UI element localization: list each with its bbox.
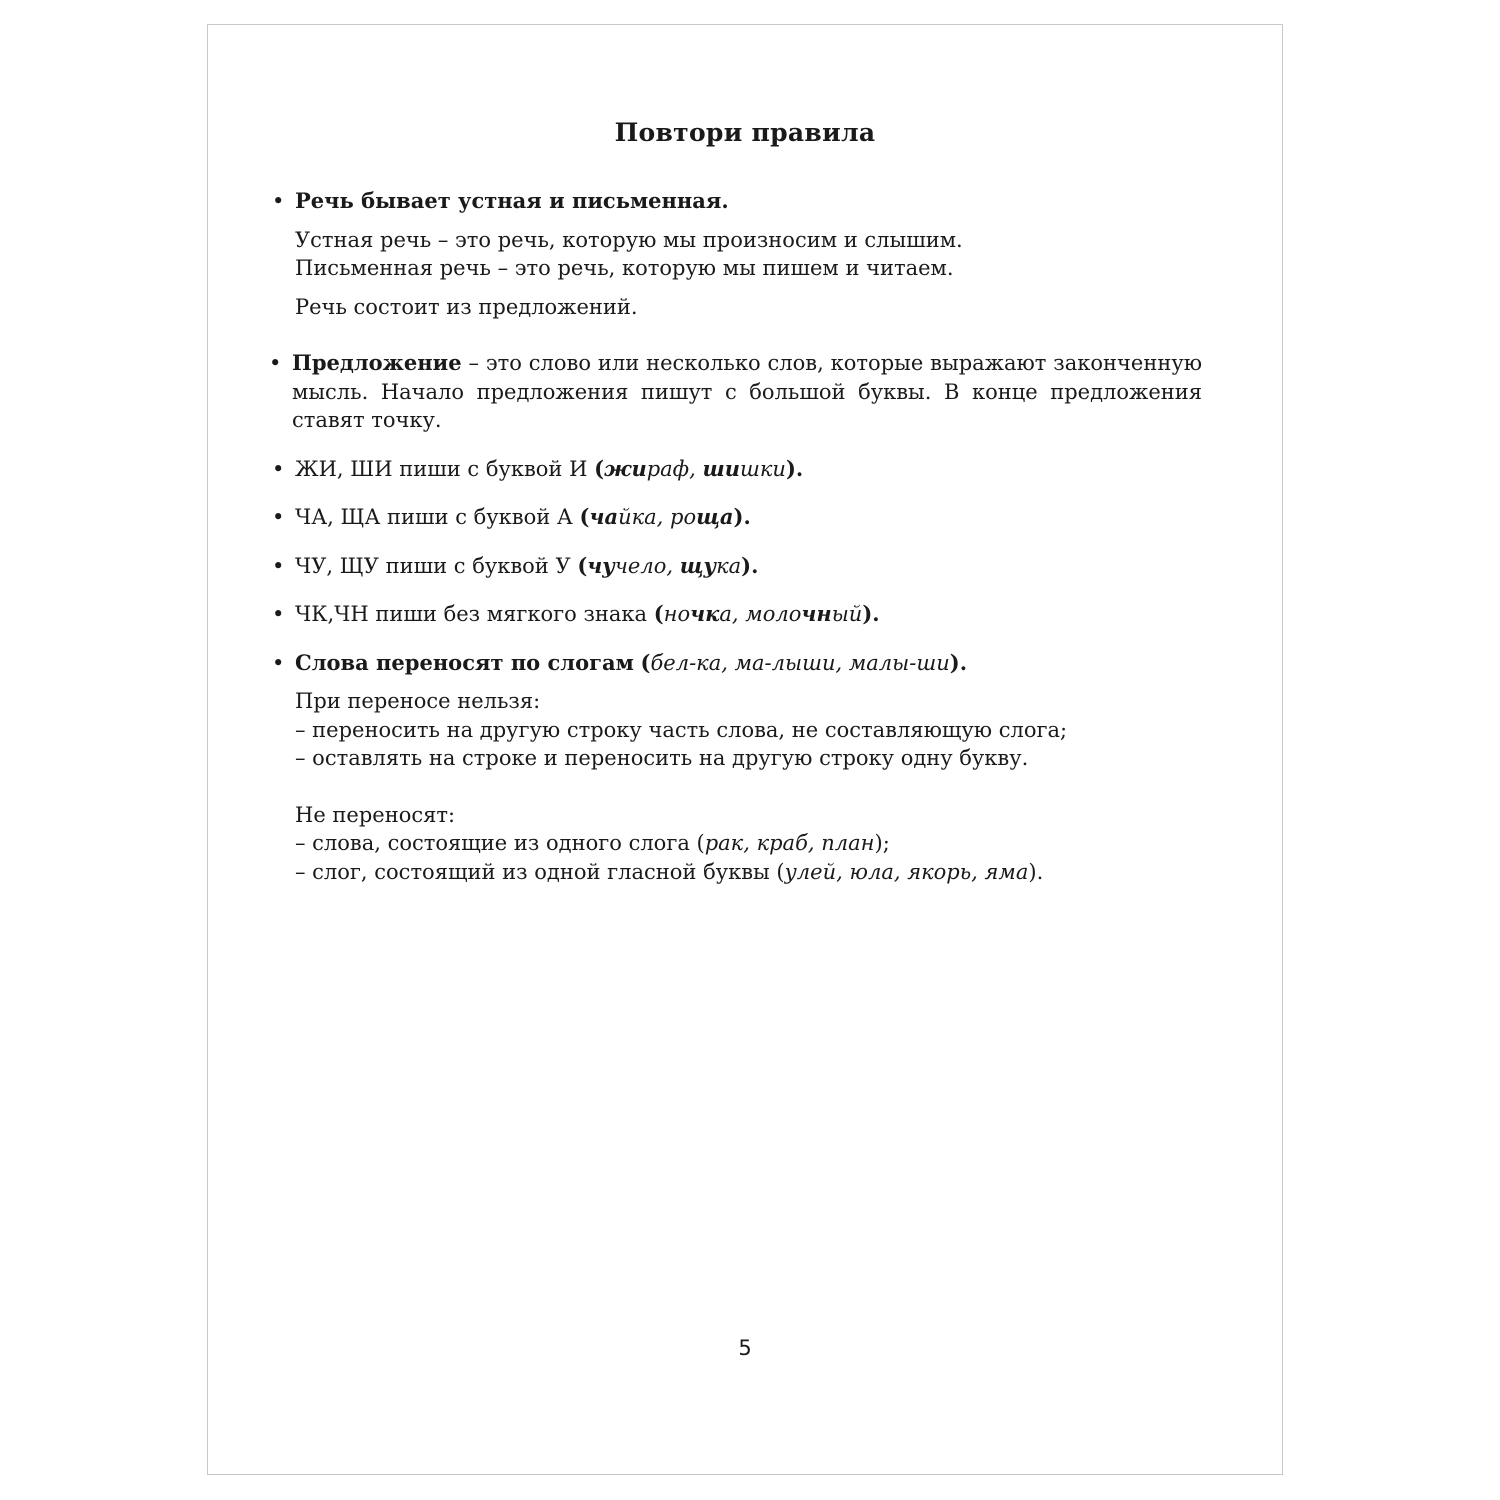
example-word: щука: [679, 552, 742, 578]
example-word: жираф: [604, 455, 690, 481]
rule-cha-shcha: • ЧА, ЩА пиши с буквой А (чайка, роща).: [272, 503, 1202, 532]
rule-speech-sentences: Речь состоит из предложений.: [295, 294, 638, 319]
rule-sentence-term: Предложение: [292, 350, 462, 375]
rule-chu-shchu-text: ЧУ, ЩУ пиши с буквой У: [295, 553, 578, 578]
rule-not-hyphenated-2: – слог, состоящий из одной гласной буквы (улей, юла, якорь, яма).: [295, 859, 1044, 884]
bullet-icon: •: [272, 189, 285, 213]
rule-speech-oral: Устная речь – это речь, которую мы произносим и слышим.: [295, 227, 963, 252]
bullet-icon: •: [272, 553, 285, 578]
example-word: молочный: [745, 601, 863, 626]
rule-chk-chn-text: ЧК,ЧН пиши без мягкого знака: [295, 602, 654, 626]
rule-zhi-shi: • ЖИ, ШИ пиши с буквой И (жираф, шишки).: [272, 455, 1202, 484]
rule-speech-heading: Речь бывает устная и письменная.: [295, 188, 729, 213]
rule-hyphenation: • Слова переносят по слогам (бел-ка, ма-лыши, малы-ши). При переносе нельзя: – переносить на другую строку часть слова, не составляющую слога; – оставлять на строке и переносить на другую строку одну букву. Не переносят: – слова, состоящие из одного слога (рак, краб, план); – слог, состоящий из одной гласной буквы (улей, юла, якорь, яма).: [272, 649, 1202, 887]
rule-speech: [272, 187, 1202, 321]
example-word: чучело: [587, 552, 667, 578]
rule-chk-chn: • ЧК,ЧН пиши без мягкого знака (ночка, молочный).: [272, 600, 1202, 629]
rules-content: [269, 187, 1202, 886]
example-word: ночка: [663, 601, 732, 626]
rule-hyphenation-examples: бел-ка, ма-лыши, малы-ши: [650, 650, 950, 675]
rule-chu-shchu: • ЧУ, ЩУ пиши с буквой У (чучело, щука).: [272, 552, 1202, 581]
example-word: роща: [670, 504, 734, 529]
bullet-icon: •: [272, 602, 285, 626]
rule-zhi-shi-text: ЖИ, ШИ пиши с буквой И: [295, 456, 595, 481]
rule-hyphenation-forbidden-title: При переносе нельзя:: [295, 689, 541, 713]
page-number: 5: [738, 1336, 752, 1360]
example-word: шишки: [702, 455, 786, 481]
rule-not-hyphenated-1: – слова, состоящие из одного слога (рак, краб, план);: [295, 831, 890, 855]
rule-speech-written: Письменная речь – это речь, которую мы пишем и читаем.: [295, 256, 954, 280]
bullet-icon: •: [272, 650, 285, 675]
page-title: Повтори правила: [614, 118, 876, 147]
bullet-icon: •: [272, 456, 285, 481]
rule-hyphenation-forbidden-1: – переносить на другую строку часть слова, не составляющую слога;: [295, 717, 1068, 742]
rule-sentence-text: – это слово или несколько слов, которые выражают законченную мысль. Начало предложения пишут с большой буквы. В конце предложения ставят точку.: [292, 351, 1202, 432]
rule-not-hyphenated-title: Не переносят:: [295, 802, 456, 827]
rule-sentence: [269, 349, 1202, 435]
rule-hyphenation-heading: Слова переносят по слогам: [295, 649, 634, 675]
example-word: чайка: [589, 504, 657, 529]
rule-hyphenation-forbidden-2: – оставлять на строке и переносить на другую строку одну букву.: [295, 746, 1029, 770]
bullet-icon: •: [269, 351, 282, 375]
bullet-icon: •: [272, 505, 285, 529]
page: [207, 24, 1283, 1475]
rule-cha-shcha-text: ЧА, ЩА пиши с буквой А: [295, 505, 580, 529]
